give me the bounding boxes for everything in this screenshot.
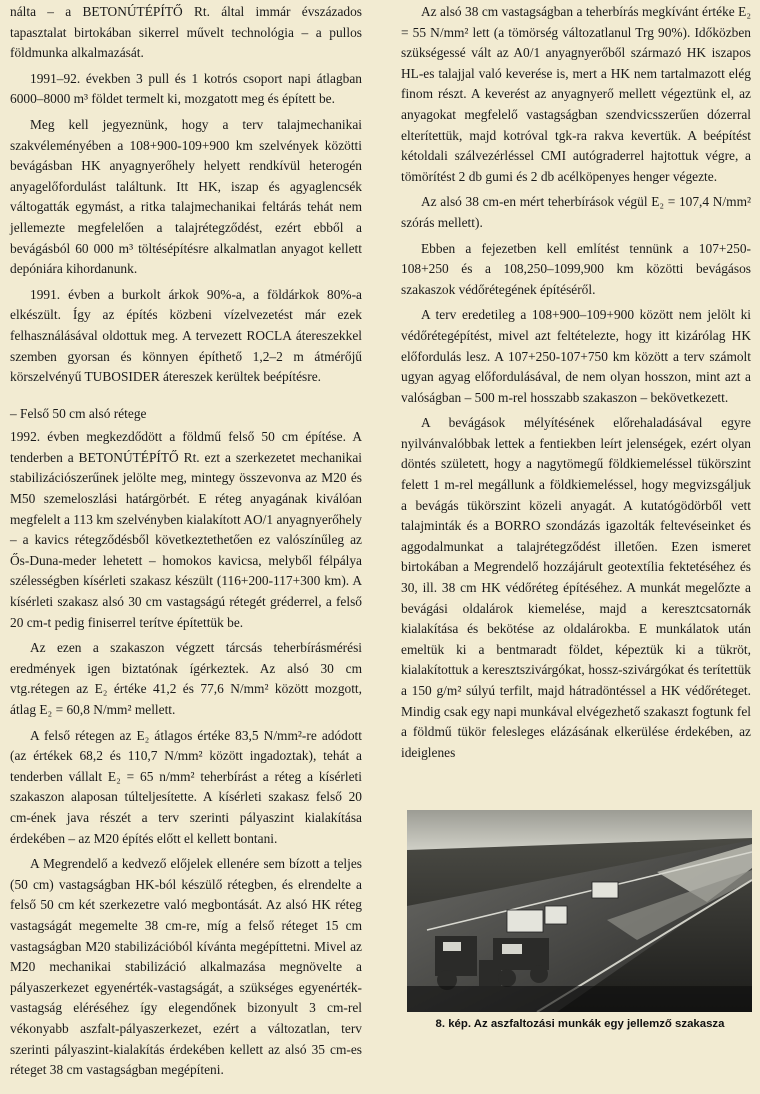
photo-image [407, 810, 752, 1012]
figure-caption: 8. kép. Az aszfaltozási munkák egy jellemző szakasza [435, 1018, 725, 1030]
paragraph: A felső rétegen az E₂ átlagos értéke 83,5 N/mm²-re adódott (az értékek 68,2 és 110,7 N/mm² között ingadoztak), tehát a tenderben vállalt E₂ = 65 n/mm² teherbírást a réteg a kísérleti szakaszon alaposan túlteljesítette. A kísérleti szakasz felső 20 cm-ének java részét a terv szerinti pályaszint kialakítása érdekében – az M20 építés előtt el kellett bontani. [10, 727, 362, 846]
left-text-column [10, 2, 362, 1086]
paragraph: Az alsó 38 cm-en mért teherbírások végül E₂ = 107,4 N/mm² szórás mellett). [401, 194, 751, 230]
paragraph: A bevágások mélyítésének előrehaladásával egyre nyilvánvalóbbak lettek a fentiekben leírt jelenségek, ezért olyan döntés született, hogy a nagytömegű földkiemeléssel tükörszint felett 1 m-rel megállunk a földkiemeléssel, hogy megvizsgáljuk a bevágás tükörszint közeli anyagát. A kutatógödörből vett talajminták és a BORRO szondázás igazolták feltevéseinket és aggodalmunkat a talajrétegződést illetően. Ezen ismeret birtokában a Megrendelő hozzájárult geotextília fektetéséhez és 30, ill. 38 cm HK védőréteg építéséhez. A munkát megelőzte a bevágási oldalárok kiemelése, majd a keresztcsatornák kialakítása és bekötése az oldalárokba. E munkálatok után emeltük ki a bentmaradt földet, képeztük ki a tükröt, kialakítottuk a keresztszivárgókat, hossz-szivárgókat és terítettük a 150 g/m² súlyú terfilt, majd hátradöntéssel a HK védőréteget. Mindig csak egy napi munkával elvégezhető szakaszt fogtunk fel a földmű tükör felesleges elázásának elkerülése érdekében, az ideiglenes [401, 415, 751, 760]
paragraph: A Megrendelő a kedvező előjelek ellenére sem bízott a teljes (50 cm) vastagságban HK-ból készülő rétegben, és elrendelte a felső 50 cm két szerkezetre való megbontását. Az alsó HK réteg vastagságát megemelte 38 cm-re, míg a felső réteget 15 cm vastagságban M20 stabilizációból kívánta megépíttetni. Mivel az M20 mechanikai stabilizáció alkalmazása megnövelte a pályaszerkezet egyenérték-vastagságát, a szükséges egyenérték-vastagság eléréséhez így elegendőnek bizonyult 3 cm-rel vékonyabb aszfalt-pályaszerkezet, ezért a változatlan, terv szerinti pályaszint-kialakítás érdekében kellett az alsó 35 cm-es réteget 38 cm vastagságban megépíteni. [10, 856, 362, 1078]
paragraph: Az ezen a szakaszon végzett tárcsás teherbírásmérési eredmények igen biztatónak ígérkeztek. Az alsó 30 cm vtg.rétegen az E₂ értéke 41,2 és 77,6 N/mm² között mozgott, átlag E₂ = 60,8 N/mm² mellett. [10, 640, 362, 717]
right-text-column [401, 2, 751, 768]
paragraph: 1991. évben a burkolt árkok 90%-a, a földárkok 80%-a elkészült. Így az építés közbeni vízelvezetést már ezek felhasználásával oldottuk meg. A tervezett ROCLA átereszekkel szemben gyorsan és könnyen építhető 1,2–2 m átmérőjű körszelvényű TUBOSIDER átereszek kerültek beépítésre. [10, 286, 362, 385]
paragraph: 1992. évben megkezdődött a földmű felső 50 cm építése. A tenderben a BETONÚTÉPÍTŐ Rt. ezt a szerkezetet mechanikai stabilizációszerűnek jelölte meg, mintegy összevonva az M20 és M50 szemeloszlási határgörbét. E réteg anyagának kiválóan megfelelt a 113 km szelvényben kialakított AO/1 anyagnyerőhely – a kavics rétegződésből következtethetően ez valószínűleg az Ős-Duna-meder lehetett – homokos kavicsa, melyből félpálya szélességben kísérleti szakasz készült (116+200-117+300 km). A kísérleti szakasz alsó 30 cm vastagságú rétegét gréderrel, a felső 20 cm-t pedig finiserrel terítve építettük be. [10, 429, 362, 630]
paragraph: Meg kell jegyeznünk, hogy a terv talajmechanikai szakvéleményében a 108+900-109+900 km szelvények közötti bevágásban HK anyagnyerőhely helyett rendkívül heterogén anyagelőfordulást találtunk. Itt HK, iszap és agyaglencsék váltogatták egymást, a ritka talajmechanikai feltárás tehát nem jellemezte megfelelően a talajrétegződést, ezért ebből a bevágásból 60 000 m³ töltésépítésre alkalmatlan anyagot kellett depóniára kihordanunk. [10, 116, 362, 277]
paragraph: Ebben a fejezetben kell említést tennünk a 107+250-108+250 és a 108,250–1099,900 km közötti bevágásos szakaszok védőrétegének építéséről. [401, 240, 751, 297]
paragraph: nálta – a BETONÚTÉPÍTŐ Rt. által immár évszázados tapasztalat birtokában sikerrel művelt technológia – a pullos földmunka alkalmazását. [10, 4, 362, 61]
section-heading: – Felső 50 cm alsó rétege [10, 405, 147, 421]
paragraph: A terv eredetileg a 108+900–109+900 között nem jelölt ki védőrétegépítést, mivel azt feltételezte, hogy itt kizárólag HK előfordulás lesz. A 107+250-107+750 km között a terv számolt ugyan agyag előfordulásával, de nem olyan hosszon, mint azt a valóságban – 500 m-rel hosszabb szakaszon – bekövetkezett. [401, 307, 751, 405]
paragraph: 1991–92. években 3 pull és 1 kotrós csoport napi átlagban 6000–8000 m³ földet termelt ki, mozgatott meg és épített be. [10, 70, 362, 107]
road-paving-photo [407, 810, 752, 1012]
paragraph: Az alsó 38 cm vastagságban a teherbírás megkívánt értéke E₂ = 55 N/mm² lett (a tömörség változatlanul Trg 90%). Időközben szükségessé vált az A0/1 anyagnyerőből származó HK iszapos HL-es talajjal való keverése is, mert a HK nem tartalmazott elég finom részt. A keverést az anyagnyerő mellett végeztünk el, az anyagokat megfelelő vastagságban szendvicsszerűen dózerral elterítettük, majd kotróval tgk-ra rakva kevertük. A beépítést kétoldali szálvezérléssel CMI autógraderrel hajtottuk végre, a tömörítést 2 db gumi és 2 db acélköpenyes henger végezte. [401, 4, 751, 184]
